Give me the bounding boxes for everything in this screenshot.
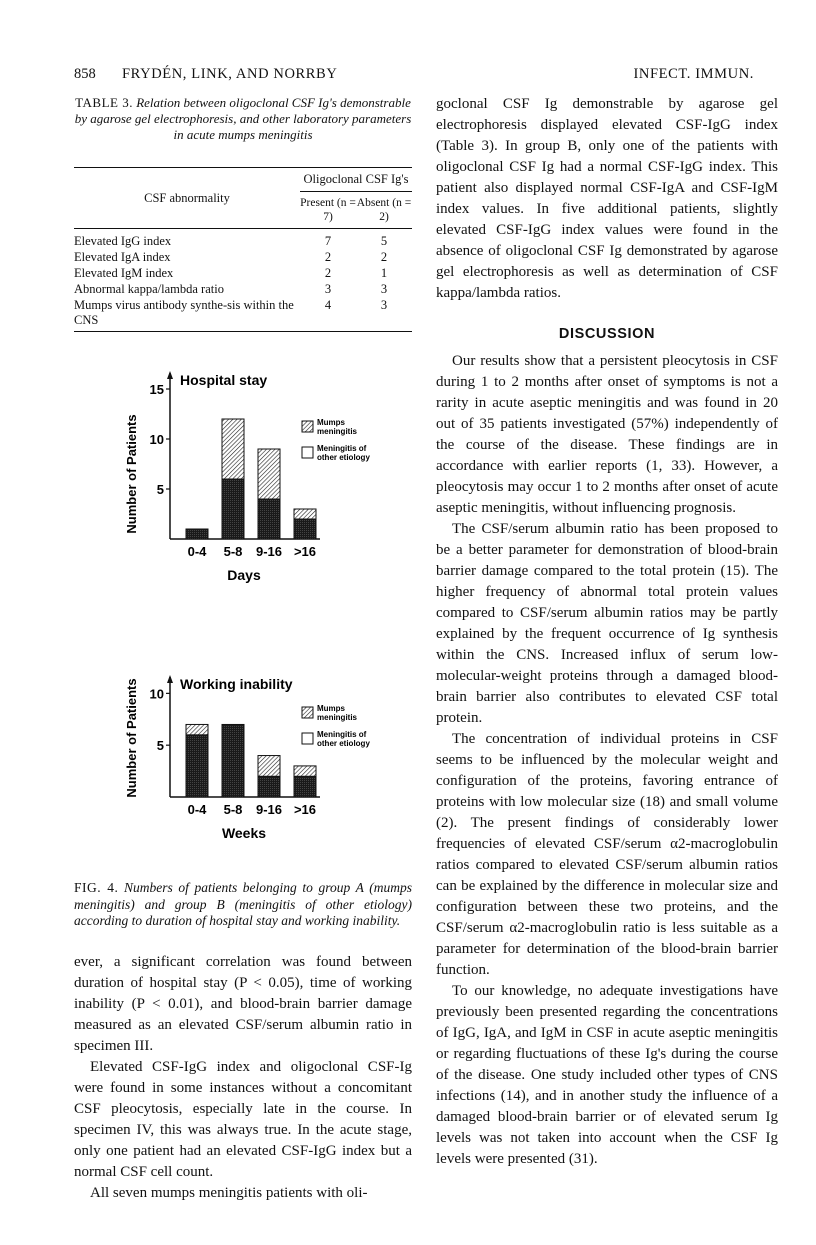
paragraph: ever, a significant correlation was found between duration of hospital stay (P < 0.05), time of working inability (P < 0.01), and blood-brain barrier damage measured as an elevated CSF/serum albumin ratio in specimen III. [74, 954, 412, 1054]
bar-mumps-meningitis [258, 776, 280, 797]
bar-mumps-meningitis [294, 519, 316, 539]
running-header [74, 66, 754, 86]
cell-absent: 1 [380, 266, 388, 280]
col-header-absent: Absent (n = 2) [356, 192, 412, 229]
cell-present: 4 [300, 297, 356, 332]
bar-mumps-meningitis [186, 735, 208, 797]
cell-absent: 5 [380, 234, 388, 248]
x-axis-label: Days [227, 567, 261, 583]
table-label: TABLE 3. [75, 95, 133, 110]
x-tick-label: 0-4 [187, 544, 207, 559]
row-label: Mumps virus antibody synthe-sis within the CNS [74, 297, 300, 332]
chart-title: Working inability [180, 676, 293, 692]
paragraph: Our results show that a persistent pleocytosis in CSF during 1 to 2 months after onset of symptoms is not a rarity in acute aseptic meningitis and was found in 20 out of 35 patients investigated (57%) independently of the course of the disease. These findings are in accordance with earlier reports (1, 33). However, a pleocytosis may occur 1 to 2 months after onset of acute aseptic meningitis, without influencing prognosis. [436, 353, 778, 516]
paragraph: To our knowledge, no adequate investigations have previously been presented regarding the concentrations of IgG, IgA, and IgM in CSF in acute aseptic meningitis or regarding fluctuations of these Ig's during the course of the disease. One study included other types of CNS infections (14), and in another study the influence of a damaged blood-brain barrier or of elevated serum Ig levels was not taken into account when the CSF Ig levels were presented (31). [436, 983, 778, 1167]
bar-other-etiology [222, 419, 244, 479]
table-row [74, 249, 412, 265]
cell-present: 2 [324, 250, 332, 264]
page-number: 858 [74, 66, 96, 82]
bar-mumps-meningitis [258, 499, 280, 539]
y-axis-arrow [167, 675, 173, 683]
legend-label: Mumps [317, 704, 345, 713]
bar-other-etiology [294, 509, 316, 519]
table-row [74, 229, 412, 250]
legend-swatch-other [302, 447, 313, 458]
x-tick-label: 9-16 [255, 544, 283, 559]
table-row [74, 281, 412, 297]
bar-mumps-meningitis [294, 776, 316, 797]
authors: FRYDÉN, LINK, AND NORRBY [122, 66, 338, 82]
legend-swatch-mumps [302, 421, 313, 432]
row-label: Elevated IgG index [74, 234, 172, 248]
y-tick-label: 5 [156, 738, 164, 754]
y-axis-label: Number of Patients [124, 414, 139, 534]
paragraph: Elevated CSF-IgG index and oligoclonal CSF-Ig were found in some instances without a concomitant CSF pleocytosis, especially late in the course. In specimen IV, this was always true. In the acute stage, only one patient had an elevated CSF-IgG index but a normal CSF cell count. [74, 1059, 412, 1180]
journal-name: INFECT. IMMUN. [633, 66, 754, 82]
bar-other-etiology [258, 756, 280, 777]
y-tick-label: 5 [156, 482, 164, 497]
chart-title: Hospital stay [180, 372, 268, 388]
bar-mumps-meningitis [222, 479, 244, 539]
col-header-present: Present (n = 7) [300, 192, 356, 229]
cell-present: 7 [324, 234, 332, 248]
table-row [74, 265, 412, 281]
table-row [74, 297, 412, 332]
y-tick-label: 10 [149, 686, 164, 702]
x-tick-label: 9-16 [255, 802, 283, 817]
section-heading: DISCUSSION [558, 326, 656, 342]
right-column-text [436, 94, 778, 1170]
legend-label: meningitis [317, 427, 358, 436]
paragraph: The concentration of individual proteins in CSF seems to be influenced by the molecular weight and configuration of the proteins, favoring entrance of proteins with low molecular size (18) and small volume (2). The present findings of considerably lower frequencies of elevated CSF/serum α2-macroglobulin ratios compared to elevated CSF/serum albumin ratios can be explained by the difference in molecular size and configuration between these two proteins, and the CSF/serum α2-macroglobulin ratio is less suitable as a parameter for determination of the blood-brain barrier function. [436, 731, 778, 978]
y-tick-label: 15 [149, 382, 164, 397]
y-axis-label: Number of Patients [124, 678, 139, 798]
table-caption-text: Relation between oligoclonal CSF Ig's demonstrable by agarose gel electrophoresis, and other laboratory parameters in acute mumps meningitis [74, 95, 412, 142]
cell-present: 3 [324, 282, 332, 296]
legend-label: Meningitis of [317, 444, 367, 453]
cell-absent: 3 [380, 282, 388, 296]
legend-label: Meningitis of [317, 730, 367, 739]
paragraph: goclonal CSF Ig demonstrable by agarose gel electrophoresis displayed elevated CSF-IgG index (Table 3). In group B, only one of the patients with oligoclonal CSF Ig had a normal CSF-IgG index. This patient also displayed normal CSF-IgA and CSF-IgM index values. In five additional patients, slightly elevated CSF-IgG index values were found in the absence of oligoclonal CSF Ig demonstrated by agarose gel electrophoresis as well as determination of CSF kappa/lambda ratios. [436, 96, 778, 301]
chart-hospital-stay [120, 362, 370, 584]
x-tick-label: 0-4 [187, 802, 207, 817]
col-header-abnormality: CSF abnormality [74, 168, 300, 229]
legend-swatch-other [302, 733, 313, 744]
figure-caption-text: Numbers of patients belonging to group A (mumps meningitis) and group B (meningitis of other etiology) according to duration of hospital stay and working inability. [74, 880, 412, 928]
y-tick-label: 10 [149, 432, 164, 447]
table-3 [74, 167, 412, 332]
legend-label: other etiology [317, 739, 370, 748]
bar-other-etiology [258, 449, 280, 499]
paragraph: All seven mumps meningitis patients with oli- [90, 1185, 368, 1201]
y-axis-arrow [167, 371, 173, 379]
row-label: Elevated IgM index [74, 266, 174, 280]
legend-label: Mumps [317, 418, 345, 427]
cell-absent: 3 [356, 297, 412, 332]
x-axis-label: Weeks [221, 825, 267, 841]
legend-label: meningitis [317, 713, 358, 722]
x-tick-label: >16 [293, 544, 317, 559]
cell-absent: 2 [380, 250, 388, 264]
chart-working-inability [120, 664, 370, 842]
x-tick-label: 5-8 [223, 802, 243, 817]
table-caption [74, 95, 412, 143]
legend-label: other etiology [317, 453, 370, 462]
bar-other-etiology [294, 766, 316, 776]
row-label: Abnormal kappa/lambda ratio [74, 282, 224, 296]
row-label: Elevated IgA index [74, 250, 171, 264]
bar-other-etiology [186, 724, 208, 734]
figure-caption [74, 880, 412, 930]
col-header-group: Oligoclonal CSF Ig's [300, 168, 412, 192]
bar-mumps-meningitis [186, 529, 208, 539]
x-tick-label: 5-8 [223, 544, 243, 559]
x-tick-label: >16 [293, 802, 317, 817]
left-column-text [74, 952, 412, 1204]
figure-label: FIG. 4. [74, 880, 119, 895]
bar-mumps-meningitis [222, 724, 244, 797]
legend-swatch-mumps [302, 707, 313, 718]
paragraph: The CSF/serum albumin ratio has been proposed to be a better parameter for demonstration of blood-brain barrier damage compared to the total protein (15). The higher frequency of abnormal total protein values compared to CSF/serum albumin ratios may be partly explained by the frequent occurrence of Ig synthesis within the CNS. Increased influx of serum low-molecular-weight proteins through a damaged blood-brain barrier also contributes to elevated CSF total protein. [436, 521, 778, 726]
cell-present: 2 [324, 266, 332, 280]
